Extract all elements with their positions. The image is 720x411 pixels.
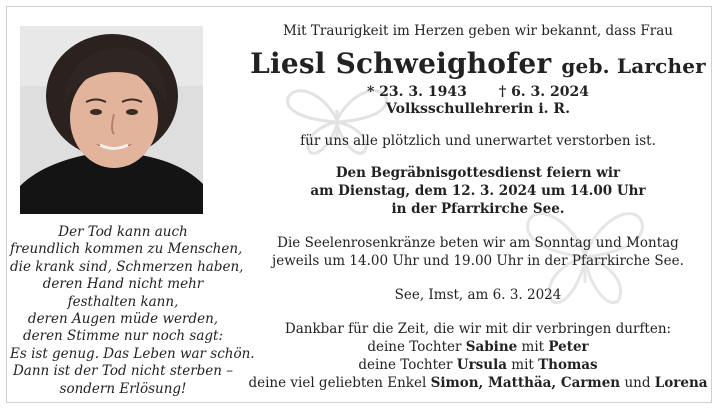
mourner-prefix: deine viel geliebten Enkel bbox=[248, 375, 427, 391]
mourner-name: Sabine bbox=[465, 339, 518, 355]
notice-text bbox=[246, 20, 710, 392]
funeral-line: am Dienstag, dem 12. 3. 2024 um 14.00 Uhr bbox=[310, 183, 646, 199]
mourner-name: Lorena bbox=[654, 375, 708, 391]
poem-line: Es ist genug. Das Leben war schön. bbox=[10, 345, 255, 362]
mourner-name: Peter bbox=[548, 339, 589, 355]
mourner-name: Simon, Matthäa, Carmen bbox=[430, 375, 621, 391]
rosary-line: Die Seelenrosenkränze beten wir am Sonntag und Montag bbox=[277, 235, 679, 251]
life-dates bbox=[246, 84, 710, 101]
mourner-joiner: und bbox=[624, 375, 651, 391]
poem-line: deren Augen müde werden, bbox=[27, 311, 219, 328]
poem-line: sondern Erlösung! bbox=[59, 380, 187, 397]
mourner-line bbox=[246, 356, 710, 374]
mourner-name: Thomas bbox=[538, 357, 598, 373]
occupation: Volksschullehrerin i. R. bbox=[386, 101, 570, 117]
funeral-line: in der Pfarrkirche See. bbox=[391, 201, 565, 217]
mourner-joiner: mit bbox=[511, 357, 534, 373]
mourner-prefix: deine Tochter bbox=[358, 357, 453, 373]
portrait-photo bbox=[20, 26, 203, 214]
poem-line: deren Hand nicht mehr bbox=[42, 276, 204, 293]
birth-date: * 23. 3. 1943 bbox=[366, 84, 467, 100]
poem-line: die krank sind, Schmerzen haben, bbox=[10, 258, 244, 275]
poem-line: deren Stimme nur noch sagt: bbox=[22, 328, 224, 345]
portrait-image bbox=[20, 26, 203, 214]
deceased-name bbox=[246, 48, 710, 82]
poem-line: freundlich kommen zu Menschen, bbox=[10, 241, 243, 258]
mourner-line bbox=[246, 374, 710, 392]
poem bbox=[10, 224, 255, 398]
mourner-line bbox=[246, 338, 710, 356]
place-date: See, Imst, am 6. 3. 2024 bbox=[394, 287, 562, 303]
poem-line: Dann ist der Tod nicht sterben – bbox=[12, 363, 234, 380]
thanks-text: Dankbar für die Zeit, die wir mit dir verbringen durften: bbox=[284, 321, 672, 337]
intro-text: Mit Traurigkeit im Herzen geben wir bekannt, dass Frau bbox=[283, 23, 673, 39]
passing-text: für uns alle plötzlich und unerwartet verstorben ist. bbox=[300, 133, 656, 149]
mourner-name: Ursula bbox=[456, 357, 507, 373]
funeral-line: Den Begräbnisgottesdienst feiern wir bbox=[335, 165, 621, 181]
poem-line: festhalten kann, bbox=[67, 293, 179, 310]
poem-line: Der Tod kann auch bbox=[58, 224, 188, 240]
mourner-joiner: mit bbox=[521, 339, 545, 355]
deceased-name-text: Liesl Schweighofer bbox=[250, 47, 552, 80]
maiden-name: geb. Larcher bbox=[561, 54, 706, 78]
mourner-prefix: deine Tochter bbox=[367, 339, 462, 355]
rosary-line: jeweils um 14.00 Uhr und 19.00 Uhr in der Pfarrkirche See. bbox=[272, 253, 684, 269]
death-date: † 6. 3. 2024 bbox=[498, 84, 590, 100]
